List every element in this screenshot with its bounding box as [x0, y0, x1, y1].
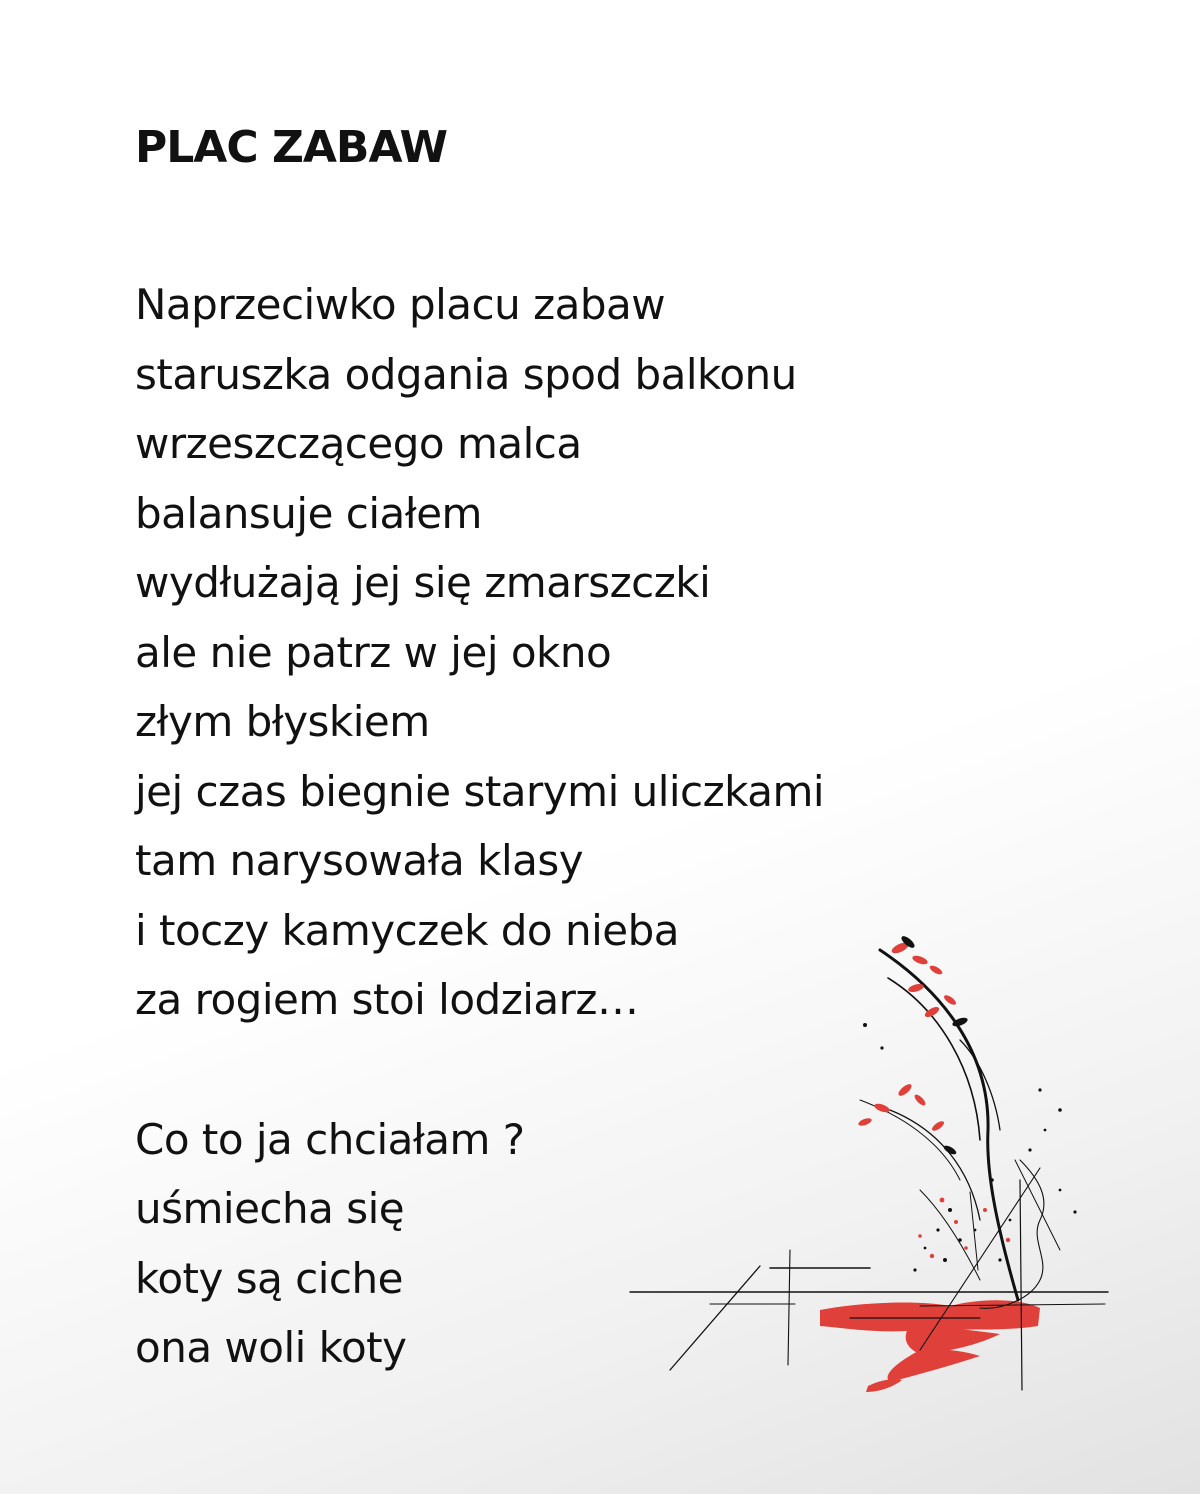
- ink-tree-sketch-icon: [620, 930, 1120, 1400]
- stanza-1: [135, 270, 955, 1035]
- ink-dots: [863, 1023, 1077, 1272]
- poem-line: tam narysowała klasy: [135, 836, 584, 885]
- poem-line: ale nie patrz w jej okno: [135, 627, 612, 677]
- red-dots: [918, 1198, 1010, 1259]
- poem-line: i toczy kamyczek do nieba: [135, 905, 679, 955]
- poem-line: balansuje ciałem: [135, 488, 482, 538]
- poem-line: złym błyskiem: [135, 697, 430, 746]
- poem-line: uśmiecha się: [135, 1184, 405, 1233]
- ground-lines: [630, 1160, 1108, 1390]
- poem-title: PLAC ZABAW: [135, 122, 448, 173]
- poem-line: Co to ja chciałam ?: [135, 1114, 525, 1164]
- poem-line: koty są ciche: [135, 1253, 403, 1303]
- poem-line: wrzeszczącego malca: [135, 419, 582, 468]
- poem-line: jej czas biegnie starymi uliczkami: [135, 766, 825, 816]
- red-ground-smear: [820, 1300, 1040, 1392]
- poem-line: ona woli koty: [135, 1323, 407, 1372]
- poem-line: staruszka odgania spod balkonu: [135, 349, 797, 399]
- poem-line: wydłużają jej się zmarszczki: [135, 558, 711, 607]
- poem-line: za rogiem stoi lodziarz…: [135, 975, 639, 1024]
- poem-line: Naprzeciwko placu zabaw: [135, 280, 666, 329]
